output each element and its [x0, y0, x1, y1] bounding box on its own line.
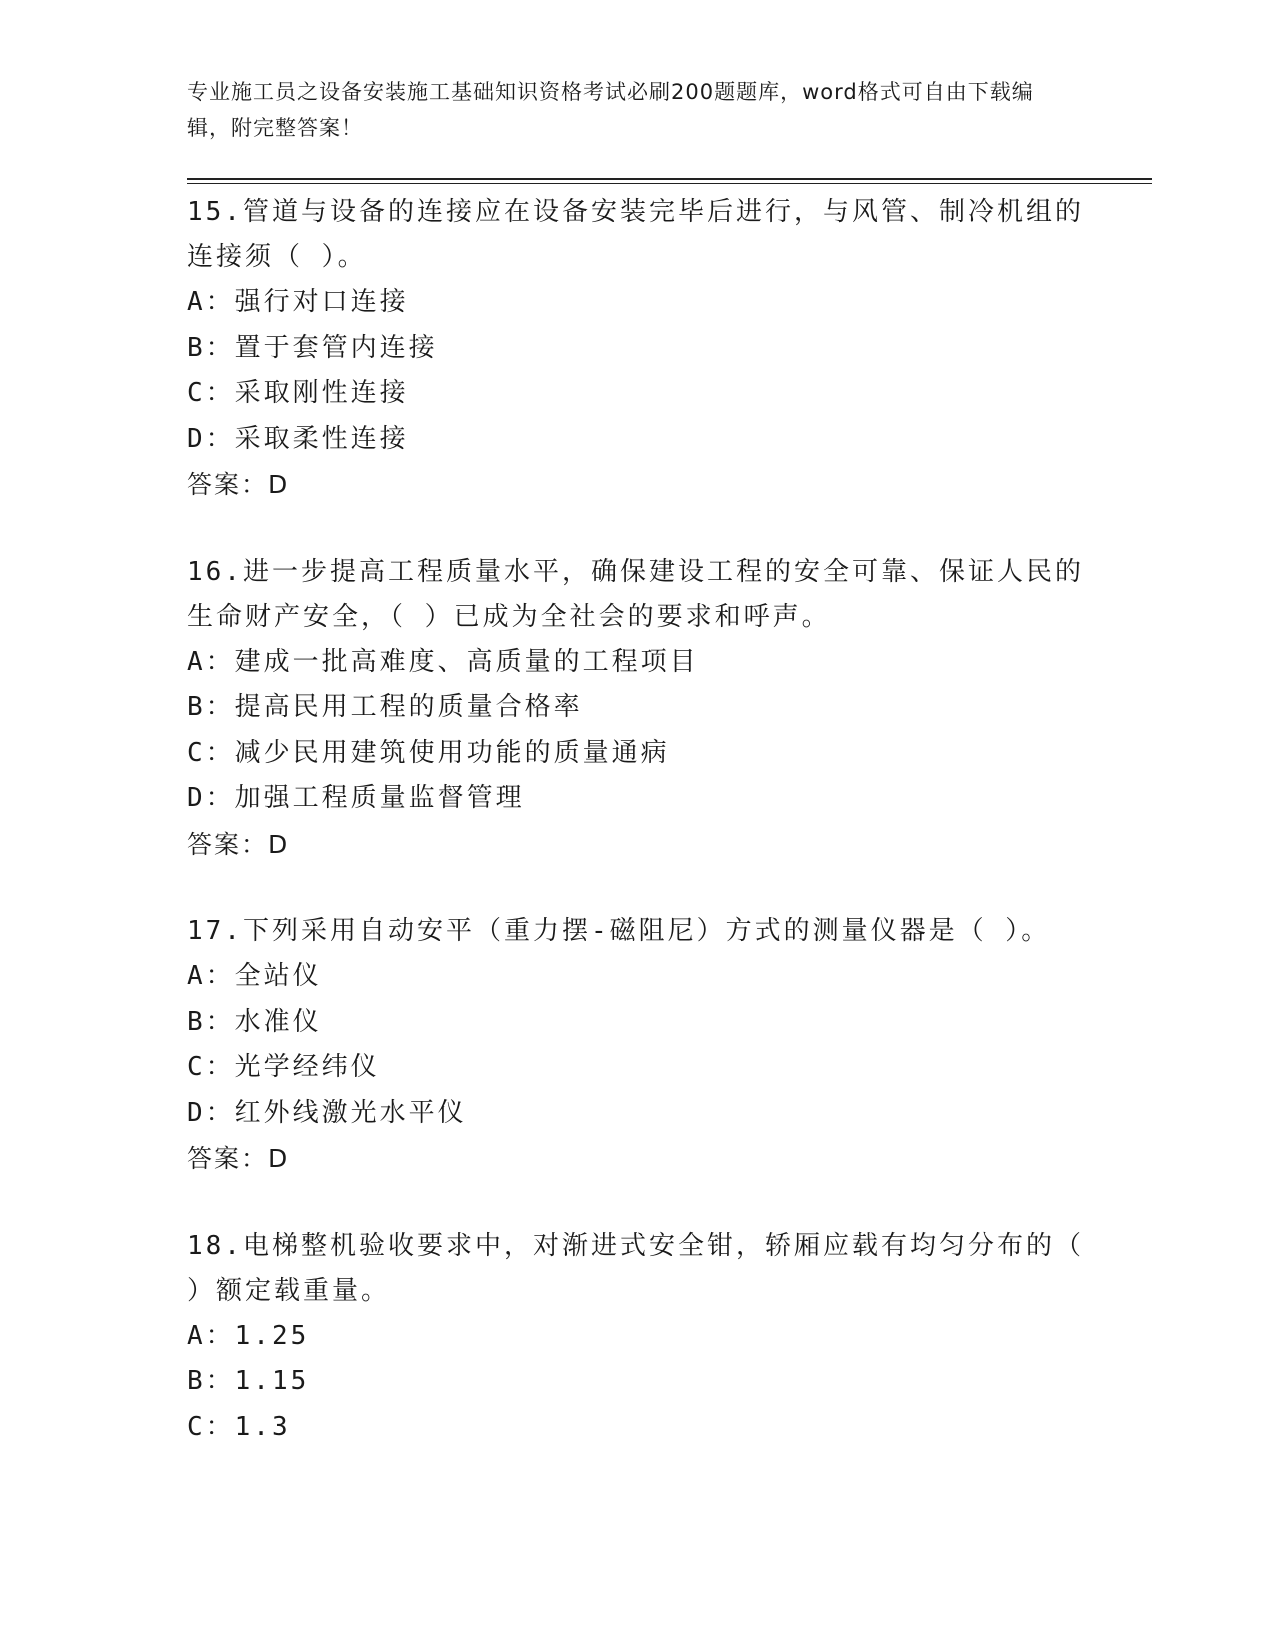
answer: 答案：D — [187, 829, 290, 859]
option-c: C：光学经纬仪 — [187, 1052, 380, 1082]
answer: 答案：D — [187, 470, 290, 499]
option-b: B：置于套管内连接 — [187, 332, 438, 363]
question-16 — [187, 550, 1087, 868]
header-divider-thin — [187, 183, 1152, 184]
question-17 — [187, 909, 1087, 1182]
option-d: D：红外线激光水平仪 — [187, 1097, 467, 1128]
option-a: A：1.25 — [187, 1320, 310, 1351]
option-b: B：提高民用工程的质量合格率 — [187, 692, 583, 722]
option-c: C：采取刚性连接 — [187, 378, 409, 408]
question-list — [187, 190, 1087, 1450]
question-text: 16.进一步提高工程质量水平，确保建设工程的安全可靠、保证人民的生命财产安全，（ ）已成为全社会的要求和呼声。 — [187, 556, 1084, 632]
question-text: 15.管道与设备的连接应在设备安装完毕后进行，与风管、制冷机组的连接须（ ）。 — [187, 197, 1084, 272]
option-a: A：全站仪 — [187, 961, 322, 991]
answer: 答案：D — [187, 1144, 290, 1173]
option-c: C：减少民用建筑使用功能的质量通病 — [187, 737, 670, 768]
question-text: 18.电梯整机验收要求中，对渐进式安全钳，轿厢应载有均匀分布的（ ）额定载重量。 — [187, 1230, 1084, 1306]
header-divider-thick — [187, 178, 1152, 180]
question-text: 17.下列采用自动安平（重力摆-磁阻尼）方式的测量仪器是（ ）。 — [187, 916, 1051, 946]
option-d: D：采取柔性连接 — [187, 423, 409, 454]
question-18 — [187, 1224, 1087, 1451]
option-c: C：1.3 — [187, 1411, 291, 1442]
option-d: D：加强工程质量监督管理 — [187, 783, 525, 813]
option-a: A：建成一批高难度、高质量的工程项目 — [187, 646, 699, 677]
option-b: B：水准仪 — [187, 1006, 322, 1037]
question-15 — [187, 190, 1087, 508]
document-header: 专业施工员之设备安装施工基础知识资格考试必刷200题题库，word格式可自由下载编辑，附完整答案！ — [187, 80, 1034, 140]
option-b: B：1.15 — [187, 1366, 310, 1396]
option-a: A：强行对口连接 — [187, 287, 409, 317]
